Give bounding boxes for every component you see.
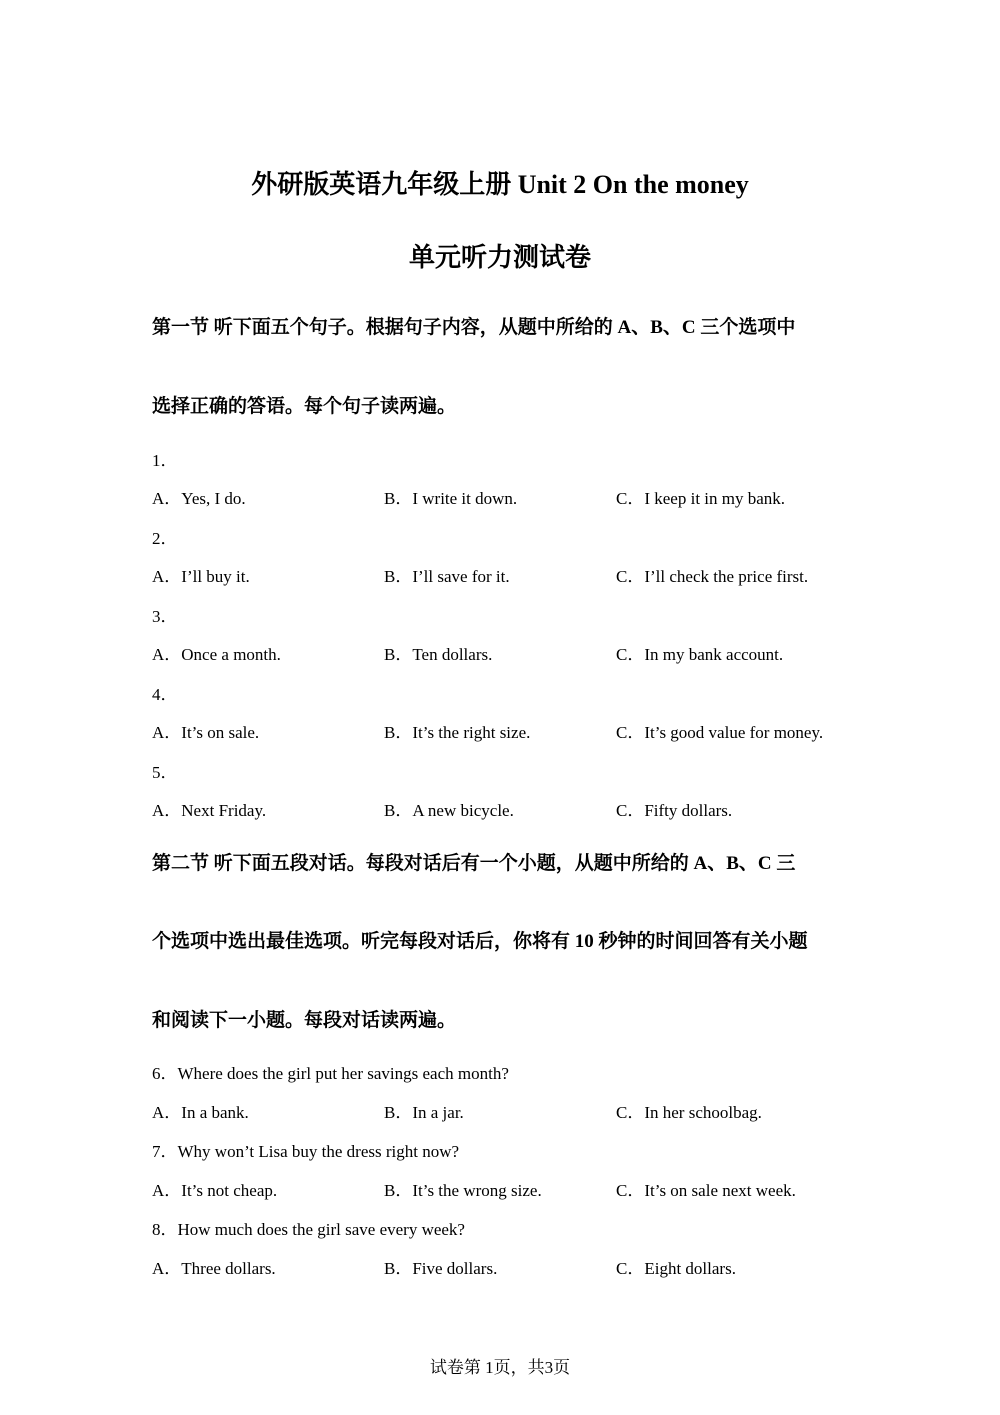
question-7-option-c: C．It’s on sale next week. <box>616 1181 796 1200</box>
question-2-option-b: B．I’ll save for it. <box>384 567 510 586</box>
question-2-option-c: C．I’ll check the price first. <box>616 567 809 586</box>
question-3-number: 3． <box>152 607 178 626</box>
question-5-option-b: B．A new bicycle. <box>384 801 514 820</box>
question-1-option-a: A．Yes, I do. <box>152 489 246 508</box>
question-6-option-c: C．In her schoolbag. <box>616 1103 762 1122</box>
question-6-option-a: A．In a bank. <box>152 1103 249 1122</box>
question-5-option-c: C．Fifty dollars. <box>616 801 733 820</box>
question-7-text: 7．Why won’t Lisa buy the dress right now? <box>152 1142 460 1161</box>
question-8-option-b: B．Five dollars. <box>384 1259 498 1278</box>
question-6-option-b: B．In a jar. <box>384 1103 464 1122</box>
question-4-option-b: B．It’s the right size. <box>384 723 531 742</box>
question-6-text: 6．Where does the girl put her savings each month? <box>152 1064 509 1083</box>
question-2-option-a: A．I’ll buy it. <box>152 567 250 586</box>
question-4-number: 4． <box>152 685 178 704</box>
section2-instruction-line3: 和阅读下一小题。每段对话读两遍。 <box>152 1010 457 1031</box>
question-8-option-c: C．Eight dollars. <box>616 1259 736 1278</box>
question-1-option-b: B．I write it down. <box>384 489 518 508</box>
section2-instruction-line1: 第二节 听下面五段对话。每段对话后有一个小题，从题中所给的 A、B、C 三 <box>152 853 796 874</box>
question-8-text: 8．How much does the girl save every week? <box>152 1220 465 1239</box>
section1-instruction-line2: 选择正确的答语。每个句子读两遍。 <box>152 396 457 417</box>
question-3-option-a: A．Once a month. <box>152 645 281 664</box>
question-7-option-b: B．It’s the wrong size. <box>384 1181 542 1200</box>
page-subtitle: 单元听力测试卷 <box>408 243 591 272</box>
question-8-option-a: A．Three dollars. <box>152 1259 276 1278</box>
question-4-option-c: C．It’s good value for money. <box>616 723 824 742</box>
section1-instruction-line1: 第一节 听下面五个句子。根据句子内容，从题中所给的 A、B、C 三个选项中 <box>152 317 796 338</box>
question-7-option-a: A．It’s not cheap. <box>152 1181 278 1200</box>
section2-instruction-line2: 个选项中选出最佳选项。听完每段对话后，你将有 10 秒钟的时间回答有关小题 <box>152 931 808 952</box>
question-5-number: 5． <box>152 763 178 782</box>
question-4-option-a: A．It’s on sale. <box>152 723 260 742</box>
question-1-number: 1． <box>152 451 178 470</box>
question-5-option-a: A．Next Friday. <box>152 801 267 820</box>
page-footer: 试卷第 1页，共3页 <box>429 1358 571 1377</box>
page-title: 外研版英语九年级上册 Unit 2 On the money <box>251 170 749 199</box>
question-2-number: 2． <box>152 529 178 548</box>
question-3-option-c: C．In my bank account. <box>616 645 784 664</box>
question-3-option-b: B．Ten dollars. <box>384 645 493 664</box>
question-1-option-c: C．I keep it in my bank. <box>616 489 786 508</box>
